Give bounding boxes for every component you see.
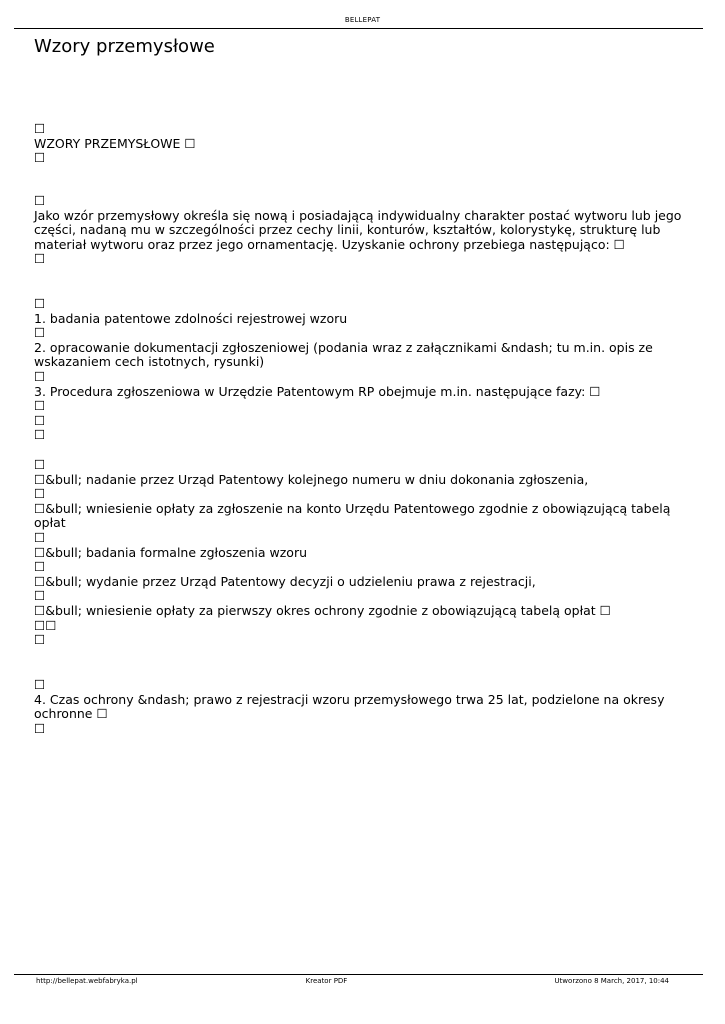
page-title: Wzory przemysłowe [34, 36, 215, 57]
text-line: ☐&bull; wydanie przez Urząd Patentowy decyzji o udzieleniu prawa z rejestracji, [34, 573, 536, 589]
text-line: ☐ [34, 529, 46, 545]
text-line: 3. Procedura zgłoszeniowa w Urzędzie Patentowym RP obejmuje m.in. następujące fazy: ☐ [34, 383, 601, 399]
text-line: ☐ [34, 296, 46, 311]
text-line: ☐&bull; badania formalne zgłoszenia wzoru [34, 544, 308, 560]
footer-divider [14, 974, 703, 975]
text-line: ☐&bull; nadanie przez Urząd Patentowy kolejnego numeru w dniu dokonania zgłoszenia, [34, 471, 589, 487]
text-line: 4. Czas ochrony &ndash; prawo z rejestracji wzoru przemysłowego trwa 25 lat, podzielone na okresy [34, 691, 665, 707]
text-line: ☐ [34, 677, 46, 692]
header-divider [14, 28, 703, 29]
text-line: ☐ [34, 720, 46, 736]
text-line: wskazaniem cech istotnych, rysunki) [34, 354, 265, 370]
paragraph-block [34, 678, 684, 736]
paragraph-block [34, 194, 684, 267]
text-line: opłat [34, 515, 66, 531]
text-line: ☐ [34, 150, 46, 166]
text-line: ☐ [34, 251, 46, 267]
page-header: BELLEPAT [344, 16, 381, 24]
paragraph-block [34, 297, 684, 443]
text-line: ☐ [34, 457, 46, 472]
text-line: ☐ [34, 121, 46, 136]
footer-created: Utworzono 8 March, 2017, 10:44 [554, 977, 669, 985]
text-line: ochronne ☐ [34, 706, 108, 722]
text-line: ☐&bull; wniesienie opłaty za pierwszy okres ochrony zgodnie z obowiązującą tabelą opłat ☐ [34, 602, 611, 618]
text-line: ☐ [34, 325, 46, 341]
text-line: ☐ [34, 427, 46, 443]
text-line: ☐ [34, 368, 46, 384]
text-line: ☐ [34, 486, 46, 502]
text-line: ☐ [34, 412, 46, 428]
footer-generator: Kreator PDF [305, 977, 348, 985]
footer-url: http://bellepat.webfabryka.pl [36, 977, 138, 985]
text-line: 1. badania patentowe zdolności rejestrowej wzoru [34, 310, 348, 326]
text-line: ☐ [34, 193, 46, 208]
paragraph-block [34, 458, 684, 648]
text-line: 2. opracowanie dokumentacji zgłoszeniowej (podania wraz z załącznikami &ndash; tu m.in. opis ze [34, 339, 653, 355]
text-line: ☐ [34, 398, 46, 414]
text-line: ☐ [34, 632, 46, 648]
paragraph-block [34, 122, 684, 166]
text-line: ☐&bull; wniesienie opłaty za zgłoszenie na konto Urzędu Patentowego zgodnie z obowiązującą tabelą [34, 500, 671, 516]
text-line: WZORY PRZEMYSŁOWE ☐ [34, 135, 196, 151]
text-line: Jako wzór przemysłowy określa się nową i posiadającą indywidualny charakter postać wytworu lub jego [34, 207, 682, 223]
text-line: materiał wytworu oraz przez jego ornamentację. Uzyskanie ochrony przebiega następująco: ☐ [34, 236, 625, 252]
text-line: ☐☐ [34, 617, 57, 633]
text-line: ☐ [34, 559, 46, 575]
text-line: części, nadaną mu w szczególności przez cechy linii, konturów, kształtów, kolorystykę, strukturę lub [34, 222, 661, 238]
text-line: ☐ [34, 588, 46, 604]
